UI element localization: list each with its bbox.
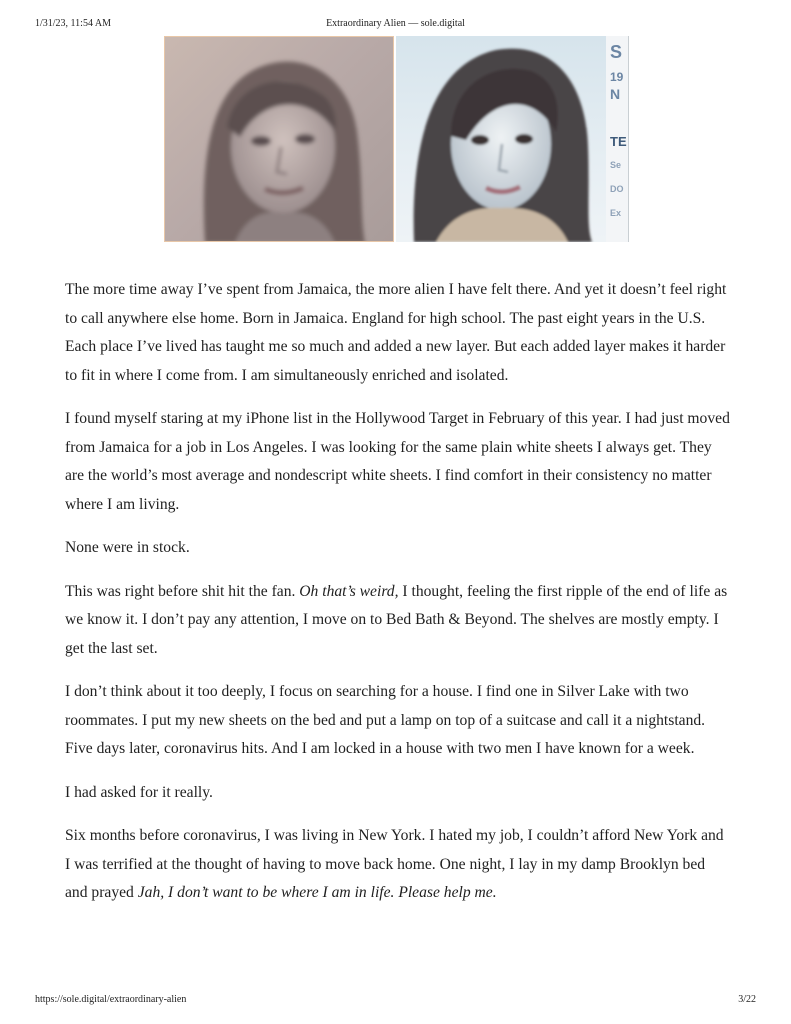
id-card-letter: N	[610, 86, 621, 102]
paragraph	[65, 578, 730, 664]
id-card-edge	[606, 36, 628, 242]
paragraph: I don’t think about it too deeply, I focus on searching for a house. I find one in Silver Lake with two roommates. I put my new sheets on the bed and put a lamp on top of a suitcase and call it a nightstand. Five days later, coronavirus hits. And I am locked in a house with two men I have known for a week.	[65, 683, 706, 757]
id-card-letter: S	[610, 42, 623, 62]
paragraph-italic: Oh that’s weird,	[299, 582, 399, 600]
article-body	[65, 276, 730, 923]
face-illustration-left	[165, 37, 394, 242]
article-image	[164, 36, 629, 242]
print-header	[0, 18, 791, 32]
id-card-letter: DO	[610, 184, 624, 194]
id-card-letter: Ex	[610, 208, 622, 218]
paragraph: I found myself staring at my iPhone list in the Hollywood Target in February of this year. I had just moved from Jamaica for a job in Los Angeles. I was looking for the same plain white sheets I always get. They are the world’s most average and nondescript white sheets. I find comfort in their consistency no matter where I am living.	[65, 410, 730, 513]
face-illustration-right	[396, 36, 607, 242]
id-card-photo	[396, 36, 629, 242]
paragraph: None were in stock.	[65, 539, 190, 556]
print-url[interactable]: https://sole.digital/extraordinary-alien	[35, 994, 187, 1005]
print-page-title: Extraordinary Alien — sole.digital	[326, 18, 465, 29]
paragraph: The more time away I’ve spent from Jamaica, the more alien I have felt there. And yet it doesn’t feel right to call anywhere else home. Born in Jamaica. England for high school. The past eight years in the U.S. Each place I’ve lived has taught me so much and added a new layer. But each added layer makes it harder to fit in where I come from. I am simultaneously enriched and isolated.	[65, 281, 727, 384]
id-card-letter: Se	[610, 160, 622, 170]
paragraph: I had asked for it really.	[65, 783, 213, 801]
paragraph	[65, 822, 730, 908]
paragraph-text: Six months before coronavirus, I was living in New York. I hated my job, I couldn’t afford New York and I was terrified at the thought of having to move back home. One night, I lay in my damp Brooklyn bed and prayed	[65, 827, 724, 901]
print-page-number: 3/22	[738, 994, 756, 1005]
paragraph-text: I thought, feeling the first ripple of the end of life as we know it. I don’t pay any attention, I move on to Bed Bath & Beyond. The shelves are mostly empty. I get the last set.	[65, 582, 728, 657]
paragraph-italic: Jah, I don’t want to be where I am in life. Please help me.	[137, 884, 497, 901]
print-footer	[0, 994, 791, 1008]
paragraph-text: This was right before shit hit the fan.	[65, 582, 300, 600]
passport-photo	[164, 36, 394, 242]
id-card-letter: TE	[610, 134, 627, 149]
print-datetime: 1/31/23, 11:54 AM	[35, 18, 112, 29]
id-card-letter: 19	[610, 70, 624, 84]
